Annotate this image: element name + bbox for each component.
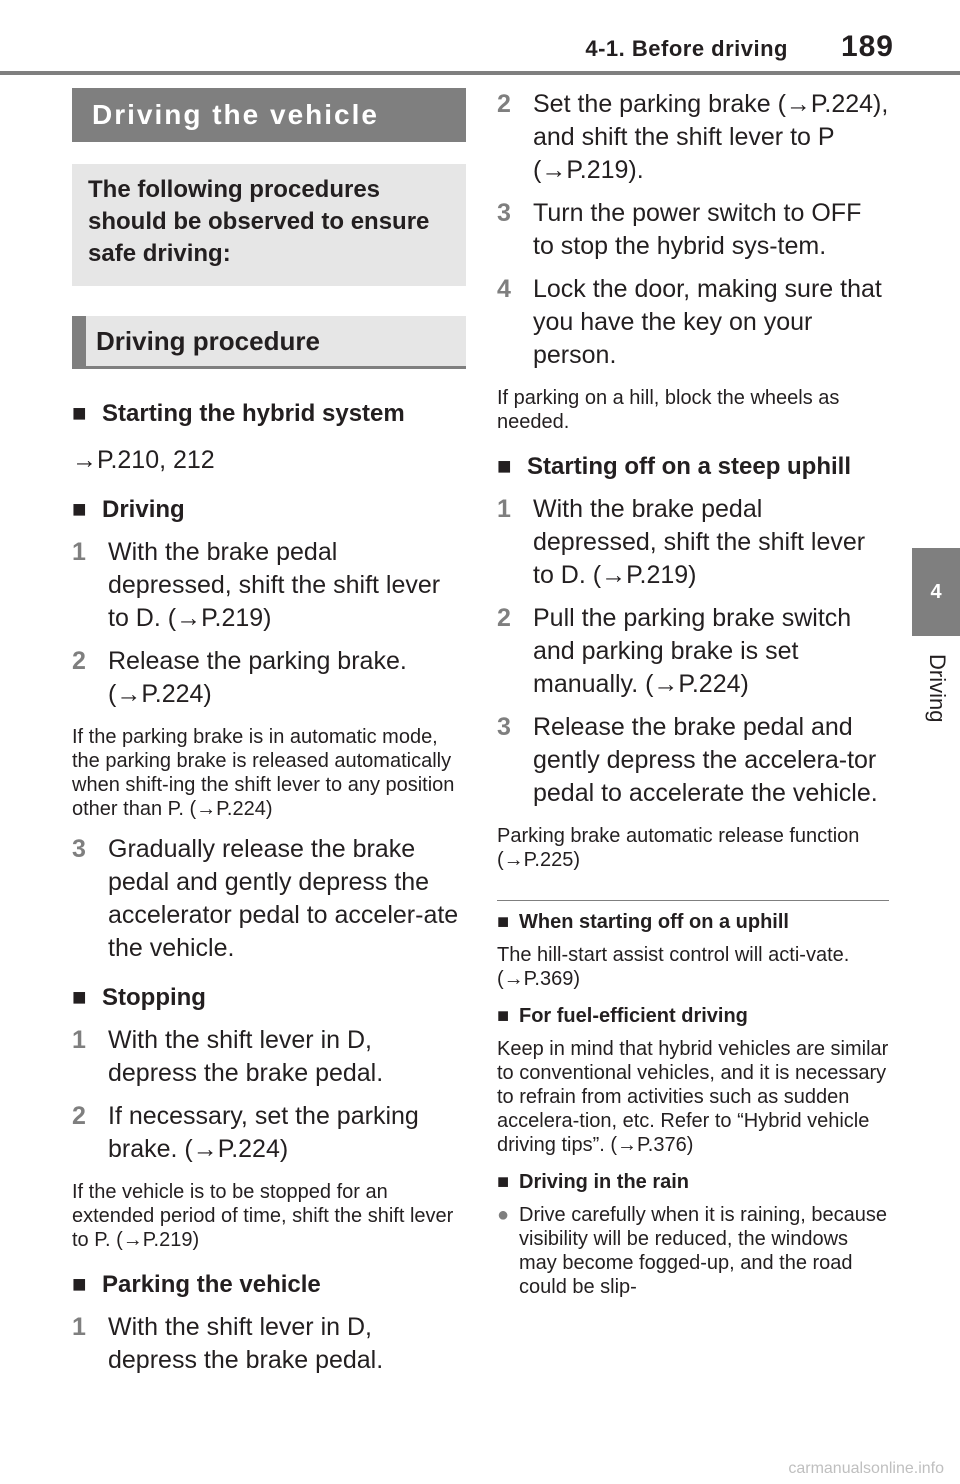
- left-column: [72, 88, 466, 1377]
- parking-step-2: 2 Set the parking brake (→P.224), and shift the shift lever to P (→P.219).: [497, 90, 889, 184]
- square-bullet-icon: ■: [72, 400, 87, 427]
- uphill-step-3: 3 Release the brake pedal and gently depress the accelera-tor pedal to accelerate the vehicle.: [497, 713, 878, 807]
- square-bullet-icon: ■: [72, 496, 87, 523]
- section-title: Driving the vehicle: [72, 88, 466, 142]
- driving-step-1: 1 With the brake pedal depressed, shift the shift lever to D. (→P.219): [72, 538, 441, 632]
- heading-starting: ■ Starting the hybrid system: [72, 397, 466, 430]
- uphill-step-1: 1 With the brake pedal depressed, shift the shift lever to D. (→P.219): [497, 495, 866, 589]
- heading-uphill: ■ Starting off on a steep uphill: [497, 450, 889, 483]
- driving-step-3: 3 Gradually release the brake pedal and gently depress the accelerator pedal to acceler-ate the vehicle.: [72, 835, 459, 962]
- sub-title: Driving procedure: [72, 316, 466, 369]
- parking-step-1: 1 With the shift lever in D, depress the brake pedal.: [72, 1313, 384, 1374]
- parking-step-4: 4 Lock the door, making sure that you have the key on your person.: [497, 275, 882, 369]
- uphill-note: Parking brake automatic release function (→P.225): [497, 825, 860, 871]
- info-text-fuel: Keep in mind that hybrid vehicles are similar to conventional vehicles, and it is necessary to refrain from activities such as sudden accelera-tion, etc. Refer to “Hybrid vehicle driving tips”. (→P.376): [497, 1038, 889, 1156]
- info-heading-fuel: ■ For fuel-efficient driving: [497, 1005, 748, 1027]
- page-header: [0, 0, 960, 76]
- info-heading-rain: ■ Driving in the rain: [497, 1171, 690, 1193]
- intro-box: The following procedures should be observed to ensure safe driving:: [72, 164, 466, 286]
- header-section-title: 4-1. Before driving: [585, 36, 788, 61]
- stopping-step-1: 1 With the shift lever in D, depress the brake pedal.: [72, 1026, 384, 1087]
- info-divider: [497, 900, 889, 901]
- uphill-step-2: 2 Pull the parking brake switch and parking brake is set manually. (→P.224): [497, 604, 852, 698]
- info-heading-uphill: ■ When starting off on a uphill: [497, 911, 789, 933]
- square-bullet-icon: ■: [72, 1271, 87, 1298]
- starting-reference[interactable]: →P.210, 212: [72, 446, 215, 474]
- heading-parking: ■ Parking the vehicle: [72, 1268, 466, 1301]
- header-divider: [0, 71, 960, 75]
- page-number: 189: [840, 30, 894, 63]
- driving-step-2: 2 Release the parking brake. (→P.224): [72, 647, 407, 708]
- square-bullet-icon: ■: [497, 1171, 510, 1193]
- watermark: carmanualsonline.info: [788, 1460, 944, 1477]
- parking-note: If parking on a hill, block the wheels as needed.: [497, 387, 840, 433]
- square-bullet-icon: ■: [497, 911, 510, 933]
- chapter-label: Driving: [925, 654, 950, 723]
- square-bullet-icon: ■: [72, 984, 87, 1011]
- heading-stopping: ■ Stopping: [72, 981, 466, 1014]
- stopping-step-2: 2 If necessary, set the parking brake. (→P.224): [72, 1102, 419, 1163]
- square-bullet-icon: ■: [497, 1005, 510, 1027]
- driving-note: If the parking brake is in automatic mode, the parking brake is released automatically when shift-ing the shift lever to any position other than P. (→P.224): [72, 726, 455, 820]
- square-bullet-icon: ■: [497, 453, 512, 480]
- info-bullet-rain: ● Drive carefully when it is raining, because visibility will be reduced, the windows may become fogged-up, and the road could be slip-: [497, 1204, 887, 1298]
- right-column: [497, 88, 889, 1299]
- info-text-uphill: The hill-start assist control will acti-vate. (→P.369): [497, 944, 850, 990]
- parking-step-3: 3 Turn the power switch to OFF to stop the hybrid sys-tem.: [497, 199, 862, 260]
- heading-driving: ■ Driving: [72, 493, 466, 526]
- stopping-note: If the vehicle is to be stopped for an extended period of time, shift the shift lever to P. (→P.219): [72, 1181, 454, 1251]
- chapter-tab[interactable]: 4: [912, 548, 960, 636]
- circle-bullet-icon: ●: [497, 1204, 510, 1226]
